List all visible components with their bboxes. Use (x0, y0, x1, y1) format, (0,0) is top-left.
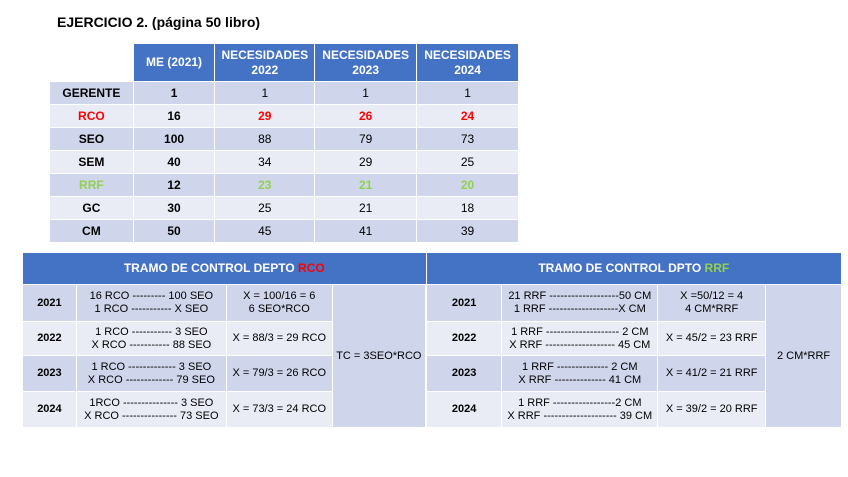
need-2023-value: 21 (315, 197, 417, 220)
need-2023-value: 26 (315, 105, 417, 128)
table-row (23, 285, 842, 322)
need-2024-value: 1 (417, 82, 519, 105)
rrf-calculation: X = 41/2 = 21 RRF (658, 356, 766, 392)
rco-year: 2021 (23, 285, 77, 322)
rrf-proportion: 1 RRF -------------- 2 CM X RRF -------------- 41 CM (502, 356, 658, 392)
need-2022-value: 25 (215, 197, 315, 220)
row-label: GC (50, 197, 134, 220)
row-label: RRF (50, 174, 134, 197)
rrf-proportion: 1 RRF -----------------2 CM X RRF -------------------- 39 CM (502, 392, 658, 428)
table-row (50, 220, 519, 243)
need-2022-value: 45 (215, 220, 315, 243)
table-row (23, 322, 842, 356)
need-2023-value: 21 (315, 174, 417, 197)
rrf-year: 2022 (426, 322, 502, 356)
me-value: 50 (133, 220, 215, 243)
header-needs-2022: NECESIDADES 2022 (215, 44, 315, 82)
rco-section-header: TRAMO DE CONTROL DEPTO RCO (23, 253, 427, 285)
rrf-proportion: 21 RRF -------------------50 CM 1 RRF -------------------X CM (502, 285, 658, 322)
me-value: 12 (133, 174, 215, 197)
rco-proportion: 1 RCO ------------- 3 SEO X RCO ------------- 79 SEO (76, 356, 226, 392)
rco-proportion: 1RCO --------------- 3 SEO X RCO --------------- 73 SEO (76, 392, 226, 428)
rco-proportion: 16 RCO --------- 100 SEO 1 RCO ----------- X SEO (76, 285, 226, 322)
table-row (50, 197, 519, 220)
me-value: 30 (133, 197, 215, 220)
row-label: SEO (50, 128, 134, 151)
rrf-control-span-total: 2 CM*RRF (766, 285, 842, 428)
need-2023-value: 1 (315, 82, 417, 105)
control-span-table (22, 252, 842, 428)
me-value: 40 (133, 151, 215, 174)
need-2024-value: 73 (417, 128, 519, 151)
rco-calculation: X = 100/16 = 6 6 SEO*RCO (226, 285, 332, 322)
rrf-proportion: 1 RRF -------------------- 2 CM X RRF ------------------- 45 CM (502, 322, 658, 356)
me-value: 16 (133, 105, 215, 128)
rco-year: 2023 (23, 356, 77, 392)
table-row (50, 128, 519, 151)
rco-calculation: X = 73/3 = 24 RCO (226, 392, 332, 428)
rco-year: 2024 (23, 392, 77, 428)
rco-calculation: X = 79/3 = 26 RCO (226, 356, 332, 392)
row-label: GERENTE (50, 82, 134, 105)
header-needs-2024: NECESIDADES 2024 (417, 44, 519, 82)
need-2024-value: 25 (417, 151, 519, 174)
needs-table (49, 43, 519, 243)
need-2022-value: 1 (215, 82, 315, 105)
rrf-year: 2024 (426, 392, 502, 428)
table-row (50, 105, 519, 128)
rrf-calculation: X =50/12 = 4 4 CM*RRF (658, 285, 766, 322)
rrf-calculation: X = 45/2 = 23 RRF (658, 322, 766, 356)
need-2022-value: 29 (215, 105, 315, 128)
me-value: 100 (133, 128, 215, 151)
rco-year: 2022 (23, 322, 77, 356)
table-row (50, 82, 519, 105)
need-2023-value: 41 (315, 220, 417, 243)
row-label: RCO (50, 105, 134, 128)
row-label: SEM (50, 151, 134, 174)
rco-control-span-total: TC = 3SEO*RCO (332, 285, 426, 428)
need-2022-value: 88 (215, 128, 315, 151)
header-me-2021: ME (2021) (133, 44, 215, 82)
rco-proportion: 1 RCO ----------- 3 SEO X RCO ----------- 88 SEO (76, 322, 226, 356)
need-2024-value: 39 (417, 220, 519, 243)
need-2024-value: 18 (417, 197, 519, 220)
table-row (50, 151, 519, 174)
need-2022-value: 34 (215, 151, 315, 174)
need-2023-value: 79 (315, 128, 417, 151)
me-value: 1 (133, 82, 215, 105)
need-2023-value: 29 (315, 151, 417, 174)
rrf-year: 2021 (426, 285, 502, 322)
rrf-year: 2023 (426, 356, 502, 392)
header-needs-2023: NECESIDADES 2023 (315, 44, 417, 82)
need-2024-value: 20 (417, 174, 519, 197)
row-label: CM (50, 220, 134, 243)
table-row (23, 356, 842, 392)
table-row (23, 392, 842, 428)
need-2022-value: 23 (215, 174, 315, 197)
rco-calculation: X = 88/3 = 29 RCO (226, 322, 332, 356)
blank-header-cell (50, 44, 134, 82)
table-row (50, 174, 519, 197)
rrf-calculation: X = 39/2 = 20 RRF (658, 392, 766, 428)
need-2024-value: 24 (417, 105, 519, 128)
page-title: EJERCICIO 2. (página 50 libro) (57, 14, 261, 30)
rrf-section-header: TRAMO DE CONTROL DPTO RRF (426, 253, 841, 285)
